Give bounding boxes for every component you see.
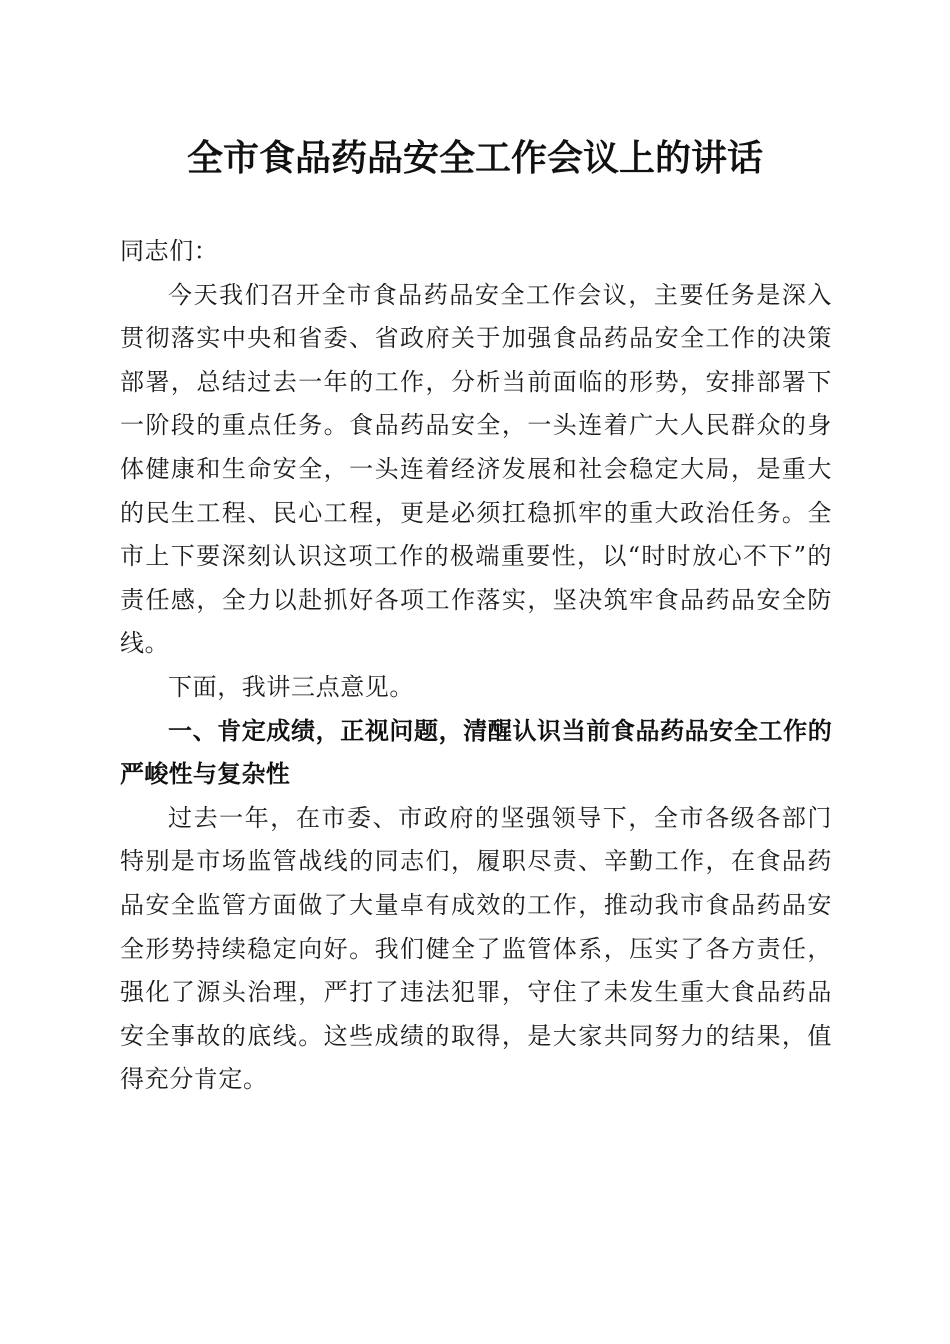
section-1-heading: 一、肯定成绩，正视问题，清醒认识当前食品药品安全工作的严峻性与复杂性 (120, 716, 832, 789)
intro-paragraph: 今天我们召开全市食品药品安全工作会议，主要任务是深入贯彻落实中央和省委、省政府关于加强食品药品安全工作的决策部署，总结过去一年的工作，分析当前面临的形势，安排部署下一阶段的重点任务。食品药品安全，一头连着广大人民群众的身体健康和生命安全，一头连着经济发展和社会稳定大局，是重大的民生工程、民心工程，更是必须扛稳抓牢的重大政治任务。全市上下要深刻认识这项工作的极端重要性，以“时时放心不下”的责任感，全力以赴抓好各项工作落实，坚决筑牢食品药品安全防线。 (120, 280, 832, 658)
section-1-paragraph: 过去一年，在市委、市政府的坚强领导下，全市各级各部门特别是市场监管战线的同志们，履职尽责、辛勤工作，在食品药品安全监管方面做了大量卓有成效的工作，推动我市食品药品安全形势持续稳定向好。我们健全了监管体系，压实了各方责任，强化了源头治理，严打了违法犯罪，守住了未发生重大食品药品安全事故的底线。这些成绩的取得，是大家共同努力的结果，值得充分肯定。 (120, 803, 832, 1094)
document-body (120, 230, 832, 1102)
salutation: 同志们： (120, 237, 219, 265)
transition-paragraph: 下面，我讲三点意见。 (168, 672, 414, 701)
document-title: 全市食品药品安全工作会议上的讲话 (186, 137, 763, 179)
